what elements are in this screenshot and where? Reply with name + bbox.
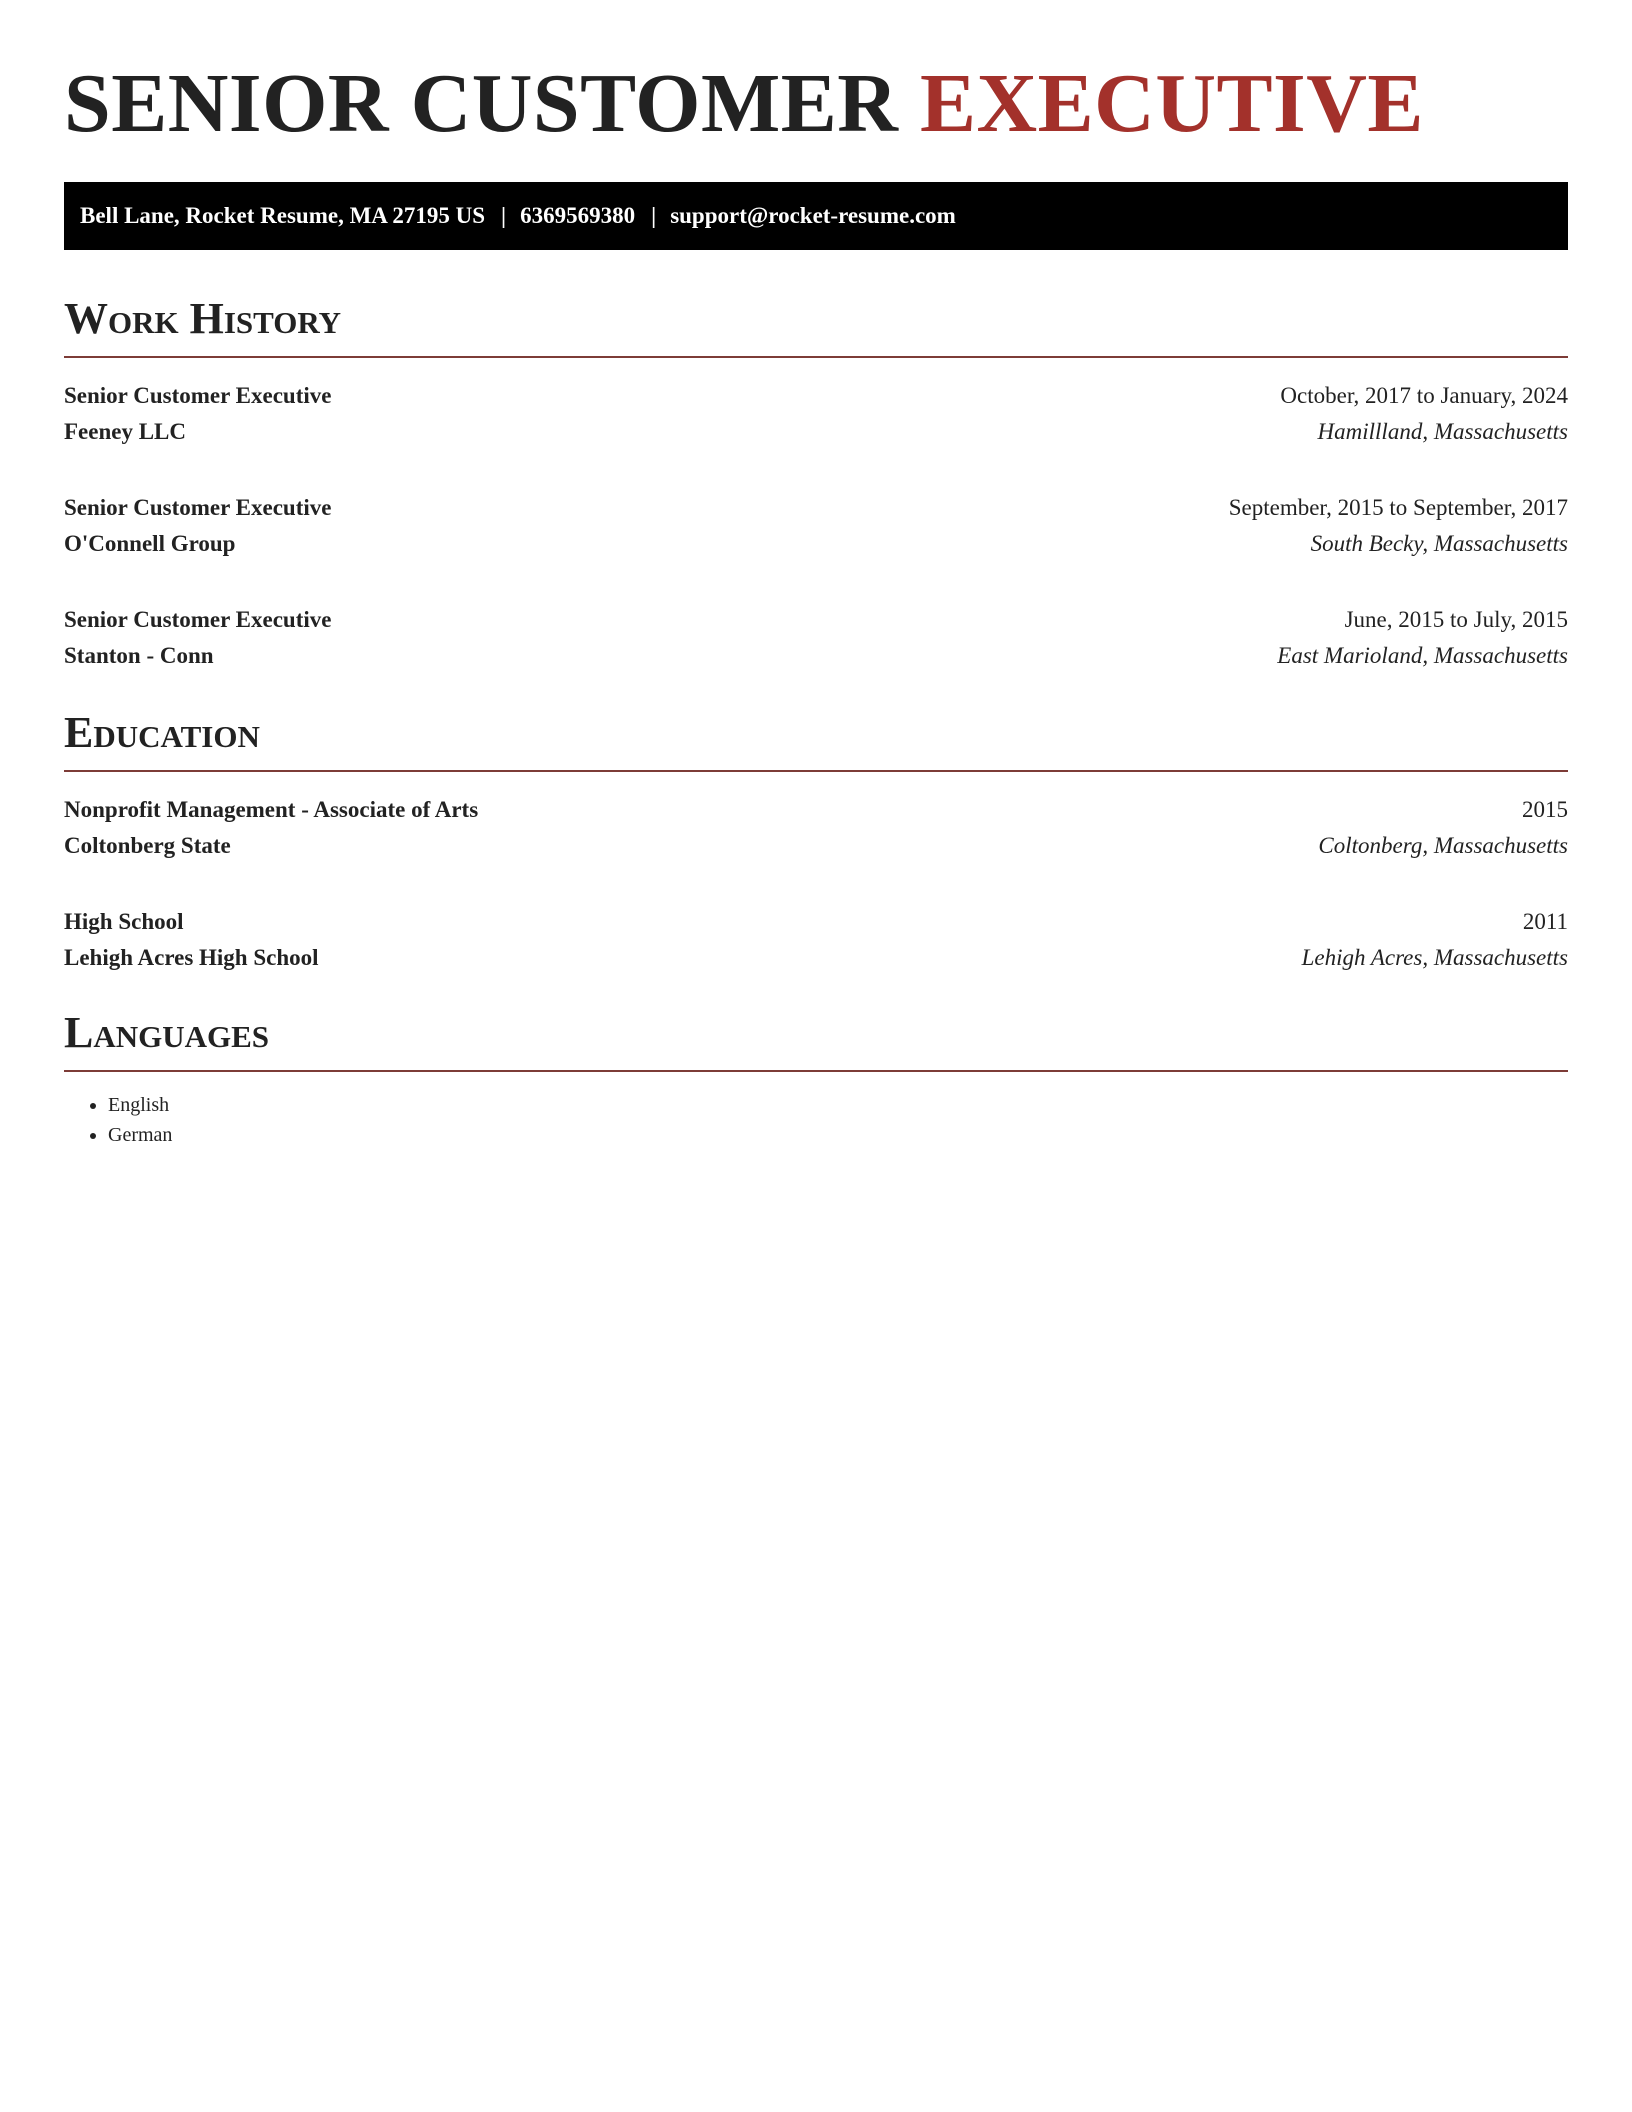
resume-page [64,0,1568,1150]
work-history-list [64,378,1568,674]
job-dates: June, 2015 to July, 2015 [1344,607,1568,632]
job-location: East Marioland, Massachusetts [1277,643,1568,668]
work-entry [64,602,1568,674]
resume-title [64,58,1568,150]
degree-name: Nonprofit Management - Associate of Arts [64,797,479,822]
language-item: • German [108,1120,1568,1150]
contact-address: Bell Lane, Rocket Resume, MA 27195 US [80,203,486,228]
education-entry [64,792,1568,864]
school-location: Coltonberg, Massachusetts [1318,833,1568,858]
education-entry [64,904,1568,976]
graduation-year: 2011 [1522,909,1568,934]
company-name: Stanton - Conn [64,643,214,668]
job-location: Hamillland, Massachusetts [1317,419,1568,444]
section-heading-languages: Languages [64,1008,1568,1072]
contact-separator: | [501,203,507,228]
job-dates: October, 2017 to January, 2024 [1280,383,1568,408]
education-list [64,792,1568,976]
title-first: SENIOR CUSTOMER [64,57,899,150]
company-name: O'Connell Group [64,531,236,556]
section-heading-work-history: Work History [64,294,1568,358]
section-heading-education: Education [64,708,1568,772]
job-location: South Becky, Massachusetts [1310,531,1568,556]
title-second: EXECUTIVE [919,57,1424,150]
job-title: Senior Customer Executive [64,383,332,408]
job-title: Senior Customer Executive [64,495,332,520]
degree-name: High School [64,909,184,934]
graduation-year: 2015 [1522,797,1568,822]
school-location: Lehigh Acres, Massachusetts [1301,945,1568,970]
languages-list [64,1090,1568,1150]
language-item: • English [108,1090,1568,1120]
school-name: Coltonberg State [64,833,231,858]
school-name: Lehigh Acres High School [64,945,319,970]
contact-phone: 6369569380 [520,203,636,228]
job-dates: September, 2015 to September, 2017 [1228,495,1568,520]
company-name: Feeney LLC [64,419,187,444]
contact-email: support@rocket-resume.com [670,203,956,228]
contact-separator: | [651,203,657,228]
contact-bar [64,182,1568,250]
work-entry [64,378,1568,450]
work-entry [64,490,1568,562]
job-title: Senior Customer Executive [64,607,332,632]
